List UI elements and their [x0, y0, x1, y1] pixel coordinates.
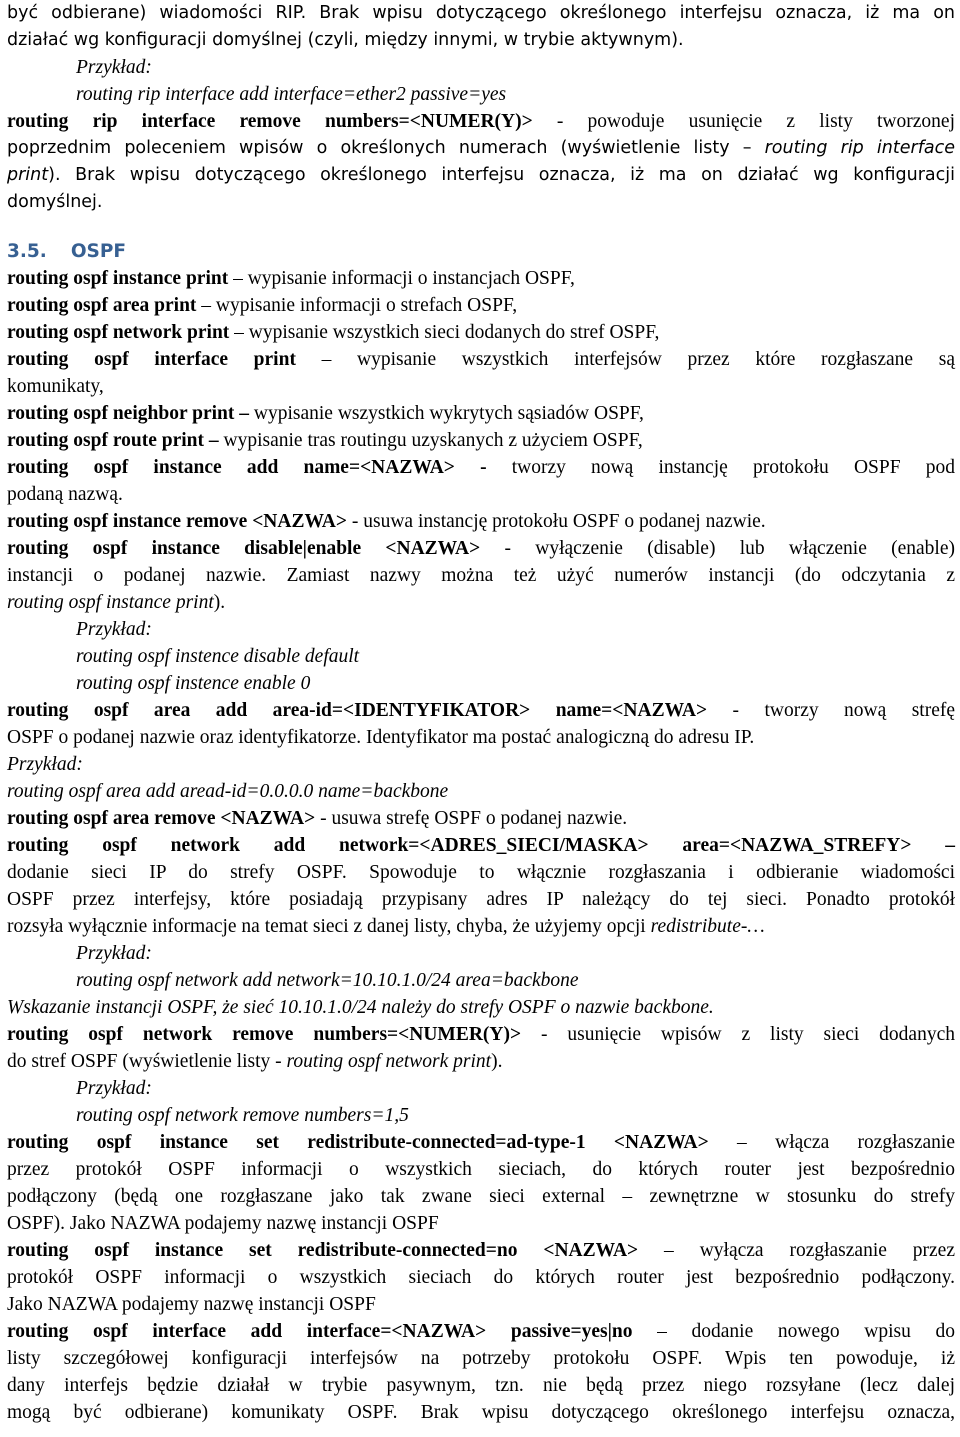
text-line	[7, 319, 955, 346]
italic-text: Wskazanie instancji OSPF, że sieć 10.10.1.0/24 należy do strefy OSPF o nazwie backbone.	[7, 997, 714, 1018]
text-line	[7, 292, 955, 319]
line-text: - usuwa strefę OSPF o podanej nazwie.	[315, 808, 628, 829]
line-text: podaną nazwą.	[7, 484, 123, 505]
command-text: routing ospf instance set redistribute-connected=ad-type-1 <NAZWA>	[7, 1132, 709, 1153]
section-title: OSPF	[70, 241, 127, 262]
text-line	[76, 940, 955, 967]
line-text: dany interfejs będzie działał w trybie pasywnym, tzn. nie będą przez niego rozsyłane (lecz dalej	[7, 1375, 955, 1396]
text-line	[7, 1183, 955, 1210]
line-text: - usunięcie wpisów z listy sieci dodanych	[521, 1024, 955, 1045]
line-text: ).	[491, 1051, 503, 1072]
section-number: 3.5.	[7, 241, 47, 262]
italic-text: routing rip interface add interface=ether2 passive=yes	[76, 84, 507, 105]
text-line	[7, 589, 955, 616]
italic-text: Przykład:	[76, 1078, 152, 1099]
italic-text: routing ospf instence disable default	[76, 646, 360, 667]
line-text: OSPF o podanej nazwie oraz identyfikatorze. Identyfikator ma postać analogiczną do adresu IP.	[7, 727, 755, 748]
line-text: protokół OSPF informacji o wszystkich sieciach do których router jest bezpośrednio podłączony.	[7, 1267, 955, 1288]
line-text: ). Brak wpisu dotyczącego określonego interfejsu oznacza, iż ma on działać wg konfiguracji	[48, 165, 955, 185]
line-text: wypisanie tras routingu uzyskanych z użyciem OSPF,	[218, 430, 643, 451]
line-text: ).	[213, 592, 226, 613]
text-line	[76, 967, 955, 994]
text-line	[7, 751, 955, 778]
line-text: - powoduje usunięcie z listy tworzonej	[532, 111, 955, 132]
text-line	[7, 1345, 955, 1372]
line-text: - wyłączenie (disable) lub włączenie (enable)	[480, 538, 955, 559]
line-text: działać wg konfiguracji domyślnej (czyli, między innymi, w trybie aktywnym).	[7, 30, 684, 50]
text-line	[7, 913, 955, 940]
command-text: routing ospf network add network=<ADRES_SIECI/MASKA> area=<NAZWA_STREFY> –	[7, 835, 955, 856]
line-text: – wyłącza rozgłaszanie przez	[638, 1240, 955, 1261]
command-text: routing ospf interface print	[7, 349, 296, 370]
line-text: – wypisanie wszystkich sieci dodanych do stref OSPF,	[229, 322, 660, 343]
line-text: domyślnej.	[7, 192, 103, 212]
text-line	[7, 832, 955, 859]
italic-text: routing ospf network remove numbers=1,5	[76, 1105, 409, 1126]
command-text: routing ospf instance disable|enable <NAZWA>	[7, 538, 481, 559]
line-text: podłączony (będą one rozgłaszane jako tak zwane sieci external – zewnętrzne w stosunku do strefy	[7, 1186, 955, 1207]
line-text: Jako NAZWA podajemy nazwę instancji OSPF	[7, 1294, 376, 1315]
line-text: poprzednim poleceniem wpisów o określonych numerach (wyświetlenie listy –	[7, 138, 765, 158]
text-line	[7, 994, 955, 1021]
text-line	[7, 162, 955, 189]
line-text: – wypisanie informacji o instancjach OSPF,	[228, 268, 575, 289]
text-line	[7, 265, 955, 292]
text-line	[7, 373, 955, 400]
italic-text: redistribute-…	[650, 916, 765, 937]
command-text: routing ospf route print –	[7, 430, 219, 451]
command-text: routing ospf area print	[7, 295, 197, 316]
text-line	[7, 1129, 955, 1156]
text-line	[7, 135, 955, 162]
text-line	[76, 670, 955, 697]
command-text: routing ospf area remove <NAZWA>	[7, 808, 316, 829]
text-line	[7, 778, 955, 805]
line-text: wypisanie wszystkich wykrytych sąsiadów OSPF,	[249, 403, 644, 424]
line-text: – włącza rozgłaszanie	[708, 1132, 955, 1153]
text-line	[7, 0, 955, 27]
text-line	[7, 1372, 955, 1399]
text-line	[7, 886, 955, 913]
text-line	[7, 427, 955, 454]
italic-text: routing ospf instance print	[7, 592, 214, 613]
line-text: dodanie sieci IP do strefy OSPF. Spowoduje to włącznie rozgłaszania i odbieranie wiadomości	[7, 862, 955, 883]
text-line	[76, 1075, 955, 1102]
italic-text: print	[7, 165, 49, 185]
line-text: listy szczegółowej konfiguracji interfejsów na potrzeby protokołu OSPF. Wpis ten powoduje, iż	[7, 1348, 955, 1369]
text-line	[76, 54, 955, 81]
italic-text: routing ospf network print	[286, 1051, 492, 1072]
text-line	[7, 1210, 955, 1237]
line-text: - tworzy nową strefę	[707, 700, 955, 721]
command-text: routing ospf interface add interface=<NAZWA> passive=yes|no	[7, 1321, 633, 1342]
command-text: routing ospf instance print	[7, 268, 229, 289]
text-line	[7, 189, 955, 216]
text-line	[7, 1021, 955, 1048]
text-line	[7, 481, 955, 508]
text-line	[7, 535, 955, 562]
text-line	[7, 27, 955, 54]
command-text: routing rip interface remove numbers=<NUMER(Y)>	[7, 111, 533, 132]
command-text: routing ospf neighbor print –	[7, 403, 249, 424]
text-line	[7, 1264, 955, 1291]
italic-text: Przykład:	[76, 57, 152, 78]
text-line	[7, 724, 955, 751]
line-text: być odbierane) wiadomości RIP. Brak wpisu dotyczącego określonego interfejsu oznacza, iż ma on	[7, 3, 955, 23]
command-text: routing ospf network remove numbers=<NUMER(Y)>	[7, 1024, 522, 1045]
line-text: - usuwa instancję protokołu OSPF o podanej nazwie.	[347, 511, 766, 532]
section-heading	[7, 238, 126, 265]
italic-text: routing ospf network add network=10.10.1.0/24 area=backbone	[76, 970, 579, 991]
text-line	[7, 1399, 955, 1426]
text-line	[7, 346, 955, 373]
line-text: mogą być odbierane) komunikaty OSPF. Brak wpisu dotyczącego określonego interfejsu oznacza,	[7, 1402, 955, 1423]
text-line	[7, 1048, 955, 1075]
text-line	[7, 1156, 955, 1183]
italic-text: routing ospf instence enable 0	[76, 673, 311, 694]
line-text: – wypisanie wszystkich interfejsów przez które rozgłaszane są	[295, 349, 955, 370]
text-line	[7, 1291, 955, 1318]
line-text: tworzy nową instancję protokołu OSPF pod	[486, 457, 955, 478]
command-text: routing ospf instance set redistribute-connected=no <NAZWA>	[7, 1240, 639, 1261]
line-text: – dodanie nowego wpisu do	[632, 1321, 955, 1342]
text-line	[7, 562, 955, 589]
line-text: – wypisanie informacji o strefach OSPF,	[196, 295, 518, 316]
text-line	[7, 1237, 955, 1264]
text-line	[76, 643, 955, 670]
line-text: OSPF przez interfejsy, które posiadają przypisany adres IP należący do tej sieci. Ponadto protokół	[7, 889, 955, 910]
command-text: routing ospf instance remove <NAZWA>	[7, 511, 348, 532]
command-text: routing ospf area add area-id=<IDENTYFIKATOR> name=<NAZWA>	[7, 700, 708, 721]
command-text: routing ospf network print	[7, 322, 230, 343]
italic-text: routing rip interface	[764, 138, 955, 158]
text-line	[7, 805, 955, 832]
command-text: routing ospf instance add name=<NAZWA> -	[7, 457, 487, 478]
text-line	[7, 454, 955, 481]
text-line	[7, 508, 955, 535]
text-line	[7, 1318, 955, 1345]
line-text: przez protokół OSPF informacji o wszystkich sieciach, do których router jest bezpośrednio	[7, 1159, 955, 1180]
line-text: instancji o podanej nazwie. Zamiast nazwy można też użyć numerów instancji (do odczytania z	[7, 565, 955, 586]
text-line	[76, 1102, 955, 1129]
line-text: rozsyła wyłącznie informacje na temat sieci z danej listy, chyba, że użyjemy opcji	[7, 916, 651, 937]
line-text: OSPF). Jako NAZWA podajemy nazwę instancji OSPF	[7, 1213, 439, 1234]
text-line	[7, 697, 955, 724]
line-text: do stref OSPF (wyświetlenie listy -	[7, 1051, 287, 1072]
italic-text: Przykład:	[76, 943, 152, 964]
line-text: komunikaty,	[7, 376, 104, 397]
text-line	[7, 400, 955, 427]
italic-text: Przykład:	[7, 754, 83, 775]
text-line	[7, 859, 955, 886]
text-line	[76, 616, 955, 643]
italic-text: routing ospf area add aread-id=0.0.0.0 name=backbone	[7, 781, 449, 802]
text-line	[7, 108, 955, 135]
text-line	[76, 81, 955, 108]
italic-text: Przykład:	[76, 619, 152, 640]
